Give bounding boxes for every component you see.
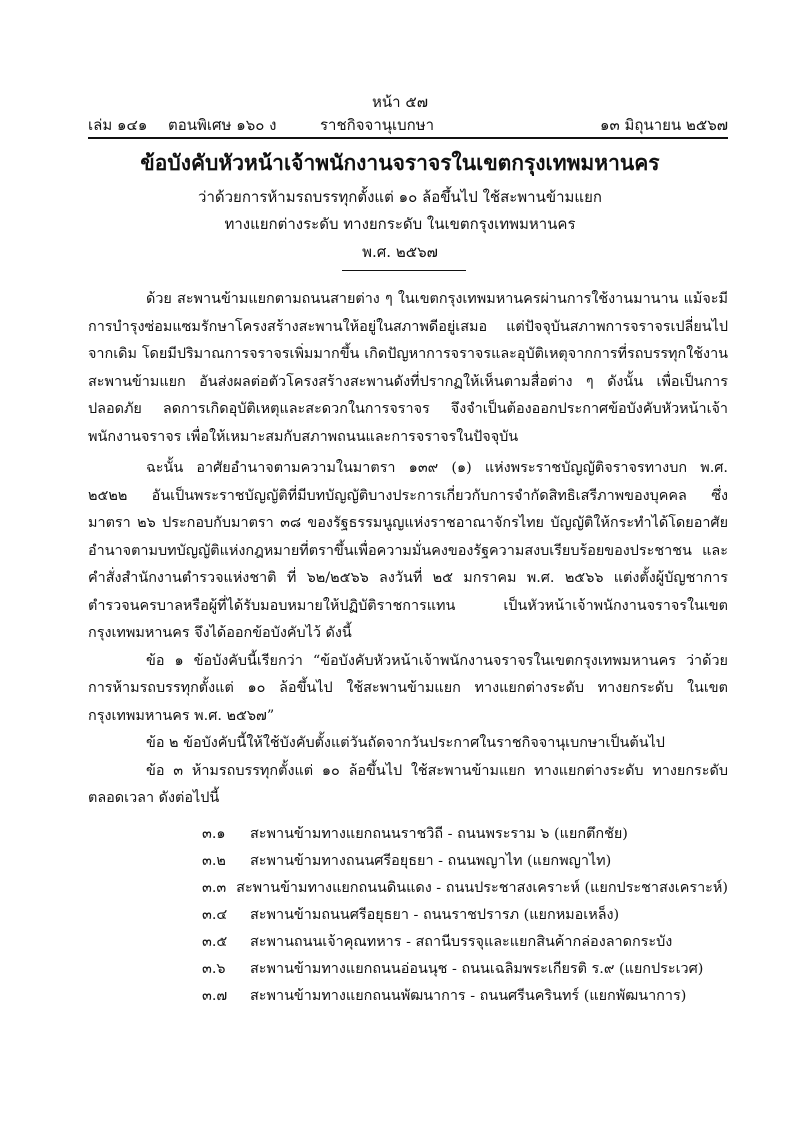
- list-item-number: ๓.๕: [202, 933, 228, 950]
- document-subtitle-line-1: ว่าด้วยการห้ามรถบรรทุกตั้งแต่ ๑๐ ล้อขึ้นไป ใช้สะพานข้ามแยก: [198, 188, 602, 206]
- page-number: หน้า ๕๗: [372, 93, 428, 111]
- list-item-text: สะพานถนนเจ้าคุณทหาร - สถานีบรรจุและแยกสินค้ากล่องลาดกระบัง: [250, 933, 673, 950]
- preamble-paragraph: ด้วย สะพานข้ามแยกตามถนนสายต่าง ๆ ในเขตกรุงเทพมหานครผ่านการใช้งานมานาน แม้จะมีการบำรุงซ่อมแซมรักษาโครงสร้างสะพานให้อยู่ในสภาพดีอยู่เสมอ แต่ปัจจุบันสภาพการจราจรเปลี่ยนไปจากเดิม โดยมีปริมาณการจราจรเพิ่มมากขึ้น เกิดปัญหาการจราจรและอุบัติเหตุจากการที่รถบรรทุกใช้งานสะพานข้ามแยก อันส่งผลต่อตัวโครงสร้างสะพานดังที่ปรากฏให้เห็นตามสื่อต่าง ๆ ดังนั้น เพื่อเป็นการปลอดภัย ลดการเกิดอุบัติเหตุและสะดวกในการจราจร จึงจำเป็นต้องออกประกาศข้อบังคับหัวหน้าเจ้าพนักงานจราจร เพื่อให้เหมาะสมกับสภาพถนนและการจราจรในปัจจุบัน: [88, 291, 728, 445]
- list-item: [202, 821, 728, 848]
- document-body: [88, 286, 728, 1010]
- list-item-number: ๓.๖: [202, 960, 226, 977]
- header-divider: [88, 137, 728, 139]
- list-item-text: สะพานข้ามถนนศรีอยุธยา - ถนนราชปรารภ (แยกหมอเหล็ง): [250, 906, 620, 923]
- title-divider: [342, 270, 466, 271]
- clause-2: ข้อ ๒ ข้อบังคับนี้ให้ใช้บังคับตั้งแต่วันถัดจากวันประกาศในราชกิจจานุเบกษาเป็นต้นไป: [146, 735, 665, 751]
- clause-3: ข้อ ๓ ห้ามรถบรรทุกตั้งแต่ ๑๐ ล้อขึ้นไป ใช้สะพานข้ามแยก ทางแยกต่างระดับ ทางยกระดับ ตลอดเวลา ดังต่อไปนี้: [88, 762, 728, 806]
- document-year: พ.ศ. ๒๕๖๗: [362, 243, 438, 261]
- list-item: [202, 956, 728, 983]
- volume-number: เล่ม ๑๔๑: [88, 116, 148, 134]
- gazette-name: ราชกิจจานุเบกษา: [320, 116, 435, 134]
- list-item: [202, 875, 728, 902]
- list-item-number: ๓.๒: [202, 852, 226, 869]
- list-item-text: สะพานข้ามทางแยกถนนดินแดง - ถนนประชาสงเคราะห์ (แยกประชาสงเคราะห์): [236, 879, 728, 896]
- document-title: ข้อบังคับหัวหน้าเจ้าพนักงานจราจรในเขตกรุงเทพมหานคร: [140, 150, 660, 175]
- clause-1: ข้อ ๑ ข้อบังคับนี้เรียกว่า “ข้อบังคับหัวหน้าเจ้าพนักงานจราจรในเขตกรุงเทพมหานคร ว่าด้วยการห้ามรถบรรทุกตั้งแต่ ๑๐ ล้อขึ้นไป ใช้สะพานข้ามแยก ทางแยกต่างระดับ ทางยกระดับ ในเขตกรุงเทพมหานคร พ.ศ. ๒๕๖๗”: [88, 652, 728, 724]
- authority-paragraph: ฉะนั้น อาศัยอำนาจตามความในมาตรา ๑๓๙ (๑) แห่งพระราชบัญญัติจราจรทางบก พ.ศ. ๒๕๒๒ อันเป็นพระราชบัญญัติที่มีบทบัญญัติบางประการเกี่ยวกับการจำกัดสิทธิเสรีภาพของบุคคล ซึ่งมาตรา ๒๖ ประกอบกับมาตรา ๓๘ ของรัฐธรรมนูญแห่งราชอาณาจักรไทย บัญญัติให้กระทำได้โดยอาศัยอำนาจตามบทบัญญัติแห่งกฎหมายที่ตราขึ้นเพื่อความมั่นคงของรัฐความสงบเรียบร้อยของประชาชน และคำสั่งสำนักงานตำรวจแห่งชาติ ที่ ๖๒/๒๕๖๖ ลงวันที่ ๒๕ มกราคม พ.ศ. ๒๕๖๖ แต่งตั้งผู้บัญชาการตำรวจนครบาลหรือผู้ที่ได้รับมอบหมายให้ปฏิบัติราชการแทน เป็นหัวหน้าเจ้าพนักงานจราจรในเขตกรุงเทพมหานคร จึงได้ออกข้อบังคับไว้ ดังนี้: [88, 460, 728, 641]
- list-item-number: ๓.๑: [202, 825, 226, 842]
- list-item-text: สะพานข้ามทางแยกถนนราชวิถี - ถนนพระราม ๖ (แยกตึกชัย): [250, 825, 628, 842]
- list-item-number: ๓.๗: [202, 987, 228, 1004]
- list-item-number: ๓.๓: [202, 879, 227, 896]
- list-item: [202, 848, 728, 875]
- list-item-text: สะพานข้ามทางแยกถนนอ่อนนุช - ถนนเฉลิมพระเกียรติ ร.๙ (แยกประเวศ): [250, 960, 704, 977]
- list-item: [202, 929, 728, 956]
- list-item: [202, 902, 728, 929]
- list-item: [202, 983, 728, 1010]
- list-item-number: ๓.๔: [202, 906, 228, 923]
- publication-date: ๑๓ มิถุนายน ๒๕๖๗: [599, 116, 728, 134]
- list-item-text: สะพานข้ามทางถนนศรีอยุธยา - ถนนพญาไท (แยกพญาไท): [250, 852, 612, 869]
- list-item-text: สะพานข้ามทางแยกถนนพัฒนาการ - ถนนศรีนครินทร์ (แยกพัฒนาการ): [250, 987, 687, 1004]
- document-subtitle-line-2: ทางแยกต่างระดับ ทางยกระดับ ในเขตกรุงเทพมหานคร: [224, 215, 576, 233]
- bridge-list: [88, 821, 728, 1010]
- issue-number: ตอนพิเศษ ๑๖๐ ง: [168, 116, 277, 134]
